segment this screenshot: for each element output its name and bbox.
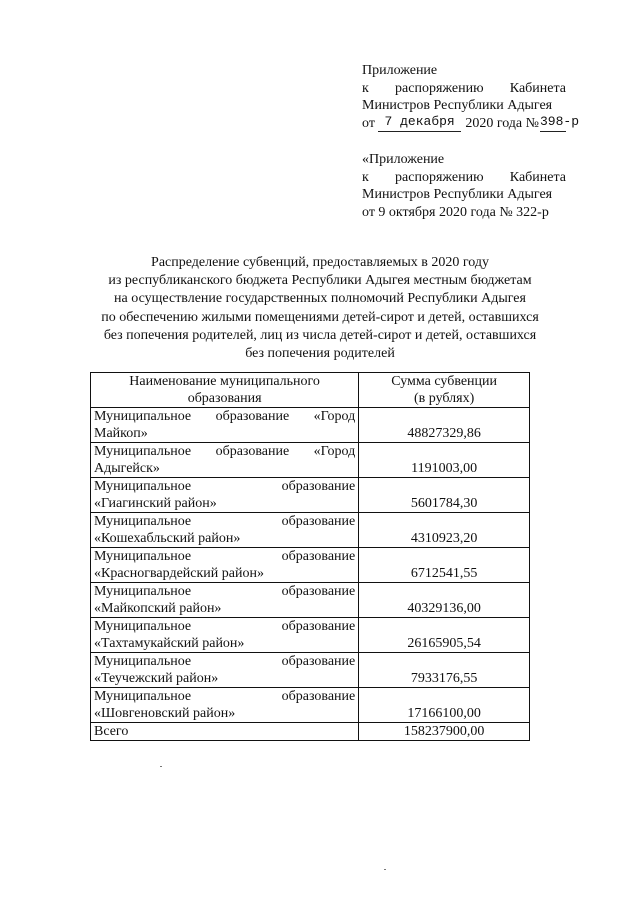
appendix-ministers-line: Министров Республики Адыгея bbox=[362, 98, 553, 113]
appendix-previous-order: «Приложение к распоряжению Кабинета Министров Республики Адыгея от 9 октября 2020 года № 322-р bbox=[362, 152, 566, 220]
table-row bbox=[91, 618, 530, 653]
subvention-sum-cell: 6712541,55 bbox=[359, 548, 530, 583]
table-row bbox=[91, 548, 530, 583]
subvention-table bbox=[90, 372, 530, 741]
table-header-row bbox=[91, 373, 530, 408]
appendix-word: Кабинета bbox=[509, 169, 566, 185]
subvention-sum-cell: 40329136,00 bbox=[359, 583, 530, 618]
title-line: без попечения родителей bbox=[245, 346, 395, 362]
subvention-sum-cell: 1191003,00 bbox=[359, 443, 530, 478]
table-row bbox=[91, 583, 530, 618]
municipality-name-cell: Муниципальное образование «Город Адыгейск» bbox=[91, 443, 359, 478]
table-total-row bbox=[91, 723, 530, 741]
title-line: на осуществление государственных полномочий Республики Адыгея bbox=[114, 291, 526, 307]
municipality-name-cell: Муниципальное образование «Кошехабльский район» bbox=[91, 513, 359, 548]
municipality-name-cell: Муниципальное образование «Город Майкоп» bbox=[91, 408, 359, 443]
subvention-sum-cell: 5601784,30 bbox=[359, 478, 530, 513]
table-row bbox=[91, 513, 530, 548]
appendix-current-order bbox=[362, 62, 580, 132]
appendix-date-line: от 7 декабря 2020 года № 398-р bbox=[362, 113, 580, 131]
handwritten-date-field: 7 декабря bbox=[378, 115, 461, 133]
column-header-name: Наименование муниципального образования bbox=[91, 373, 359, 408]
scan-speck bbox=[384, 869, 386, 870]
appendix-word: Кабинета bbox=[509, 80, 566, 96]
title-line: Распределение субвенций, предоставляемых в 2020 году bbox=[151, 255, 489, 270]
table-row bbox=[91, 408, 530, 443]
title-line: без попечения родителей, лиц из числа детей-сирот и детей, оставшихся bbox=[103, 327, 537, 343]
subvention-sum-cell: 7933176,55 bbox=[359, 653, 530, 688]
appendix-word: распоряжению bbox=[395, 80, 484, 96]
appendix-word: распоряжению bbox=[395, 169, 484, 185]
subvention-sum-cell: 17166100,00 bbox=[359, 688, 530, 723]
total-label-cell: Всего bbox=[91, 723, 359, 741]
subvention-sum-cell: 26165905,54 bbox=[359, 618, 530, 653]
subvention-sum-cell: 48827329,86 bbox=[359, 408, 530, 443]
column-header-sum: Сумма субвенции (в рублях) bbox=[359, 373, 530, 408]
title-line: из республиканского бюджета Республики Адыгея местным бюджетам bbox=[108, 273, 532, 289]
handwritten-number-field: 398-р bbox=[540, 115, 566, 133]
scan-speck bbox=[160, 766, 162, 767]
municipality-name-cell: Муниципальное образование «Майкопский район» bbox=[91, 583, 359, 618]
municipality-name-cell: Муниципальное образование «Теучежский район» bbox=[91, 653, 359, 688]
total-sum-cell: 158237900,00 bbox=[359, 723, 530, 741]
subvention-sum-cell: 4310923,20 bbox=[359, 513, 530, 548]
document-title bbox=[90, 254, 550, 363]
municipality-name-cell: Муниципальное образование «Гиагинский район» bbox=[91, 478, 359, 513]
title-line: по обеспечению жилыми помещениями детей-сирот и детей, оставшихся bbox=[101, 309, 539, 325]
municipality-name-cell: Муниципальное образование «Шовгеновский район» bbox=[91, 688, 359, 723]
table-row bbox=[91, 478, 530, 513]
appendix-word: к bbox=[362, 169, 369, 185]
table-row bbox=[91, 688, 530, 723]
appendix-word: к bbox=[362, 80, 369, 96]
appendix-order-line bbox=[362, 169, 566, 187]
municipality-name-cell: Муниципальное образование «Красногвардейский район» bbox=[91, 548, 359, 583]
appendix-label: Приложение bbox=[362, 63, 438, 78]
municipality-name-cell: Муниципальное образование «Тахтамукайский район» bbox=[91, 618, 359, 653]
table-row bbox=[91, 653, 530, 688]
appendix-order-line bbox=[362, 80, 566, 98]
table-row bbox=[91, 443, 530, 478]
